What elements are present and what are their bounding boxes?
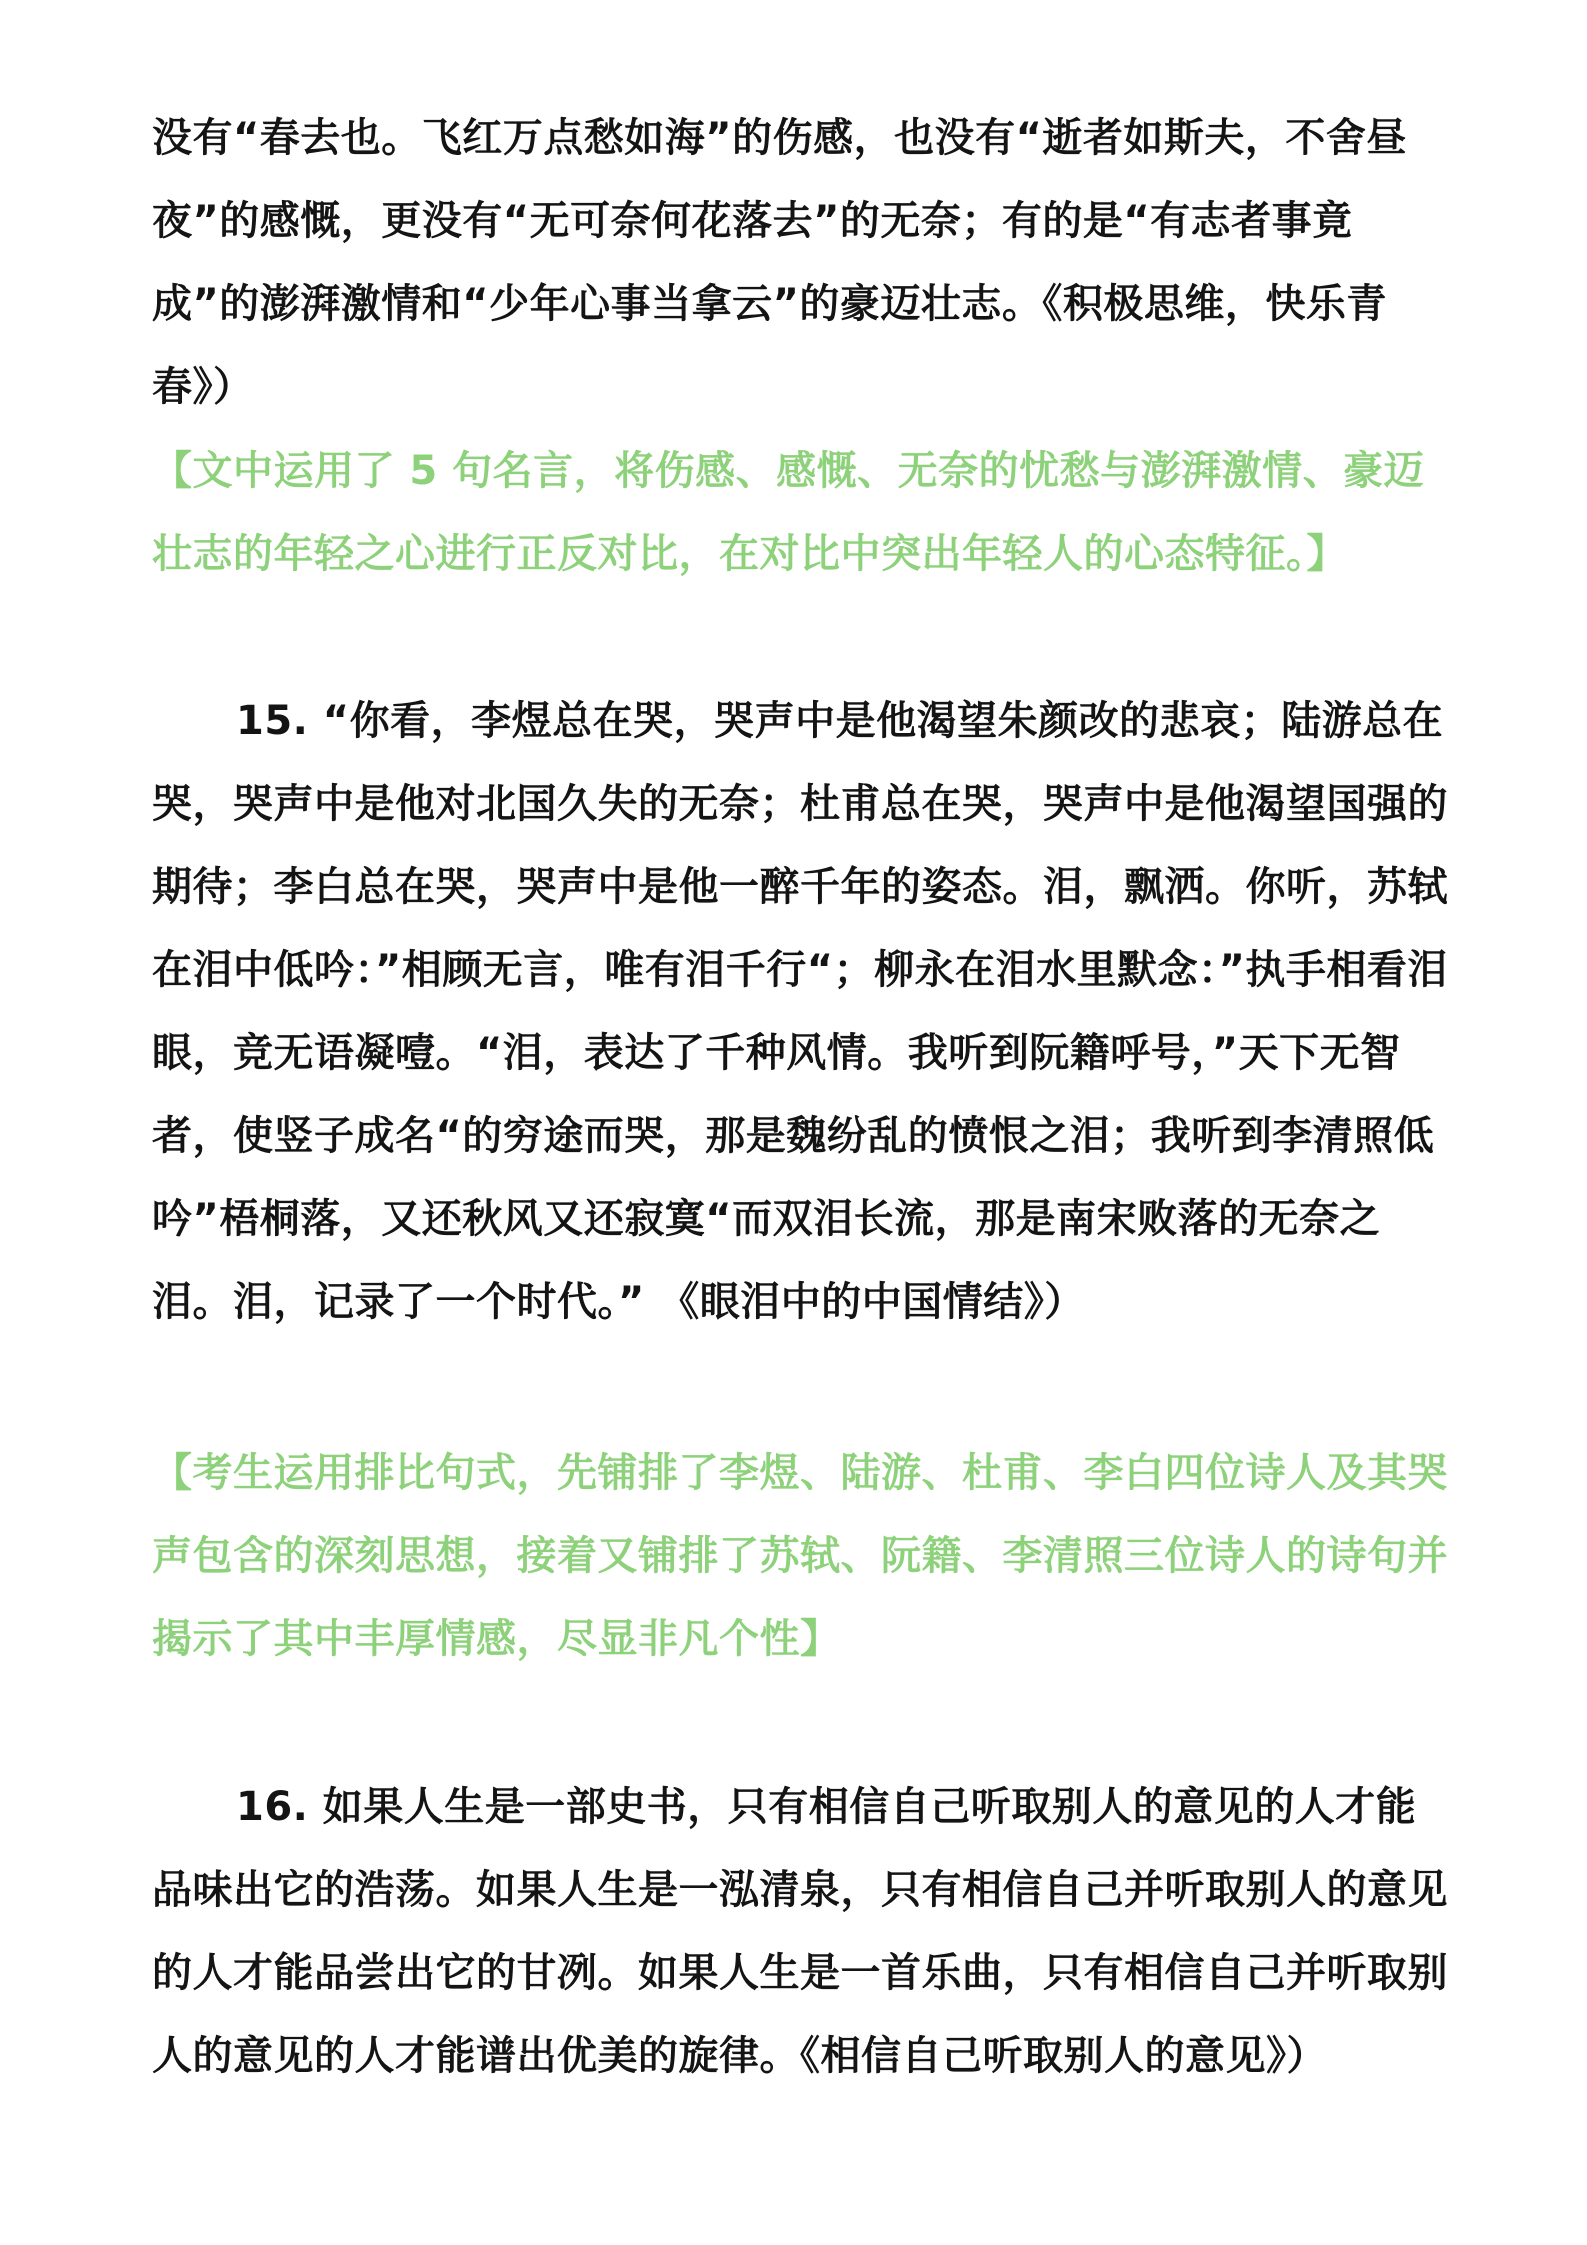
paragraph-16-life: 16. 如果人生是一部史书，只有相信自己听取别人的意见的人才能品味出它的浩荡。如果人生是一泓清泉，只有相信自己并听取别人的意见的人才能品尝出它的甘冽。如果人生是一首乐曲，只有相信自己并听取别人的意见的人才能谱出优美的旋律。《相信自己听取别人的意见》）	[152, 1784, 1448, 2079]
comment-contrast-note: 【文中运用了 5 句名言，将伤感、感慨、无奈的忧愁与澎湃激情、豪迈壮志的年轻之心进行正反对比，在对比中突出年轻人的心态特征。】	[152, 448, 1425, 577]
paragraph-youth-quotes: 没有“春去也。飞红万点愁如海”的伤感，也没有“逝者如斯夫，不舍昼夜”的感慨，更没有“无可奈何花落去”的无奈；有的是“有志者事竟成”的澎湃激情和“少年心事当拿云”的豪迈壮志。《积极思维，快乐青春》）	[152, 115, 1407, 410]
comment-parallelism-note: 【考生运用排比句式，先铺排了李煜、陆游、杜甫、李白四位诗人及其哭声包含的深刻思想，接着又铺排了苏轼、阮籍、李清照三位诗人的诗句并揭示了其中丰厚情感，尽显非凡个性】	[152, 1450, 1448, 1662]
paragraph-15-tears: 15. “你看，李煜总在哭，哭声中是他渴望朱颜改的悲哀；陆游总在哭，哭声中是他对北国久失的无奈；杜甫总在哭，哭声中是他渴望国强的期待；李白总在哭，哭声中是他一醉千年的姿态。泪，飘洒。你听，苏轼在泪中低吟：”相顾无言，唯有泪千行“；柳永在泪水里默念：”执手相看泪眼，竞无语凝噎。“泪，表达了千种风情。我听到阮籍呼号，”天下无智者，使竖子成名“的穷途而哭，那是魏纷乱的愤恨之泪；我听到李清照低吟”梧桐落，又还秋风又还寂寞“而双泪长流，那是南宋败落的无奈之泪。泪，记录了一个时代。” 《眼泪中的中国情结》）	[152, 698, 1448, 1325]
